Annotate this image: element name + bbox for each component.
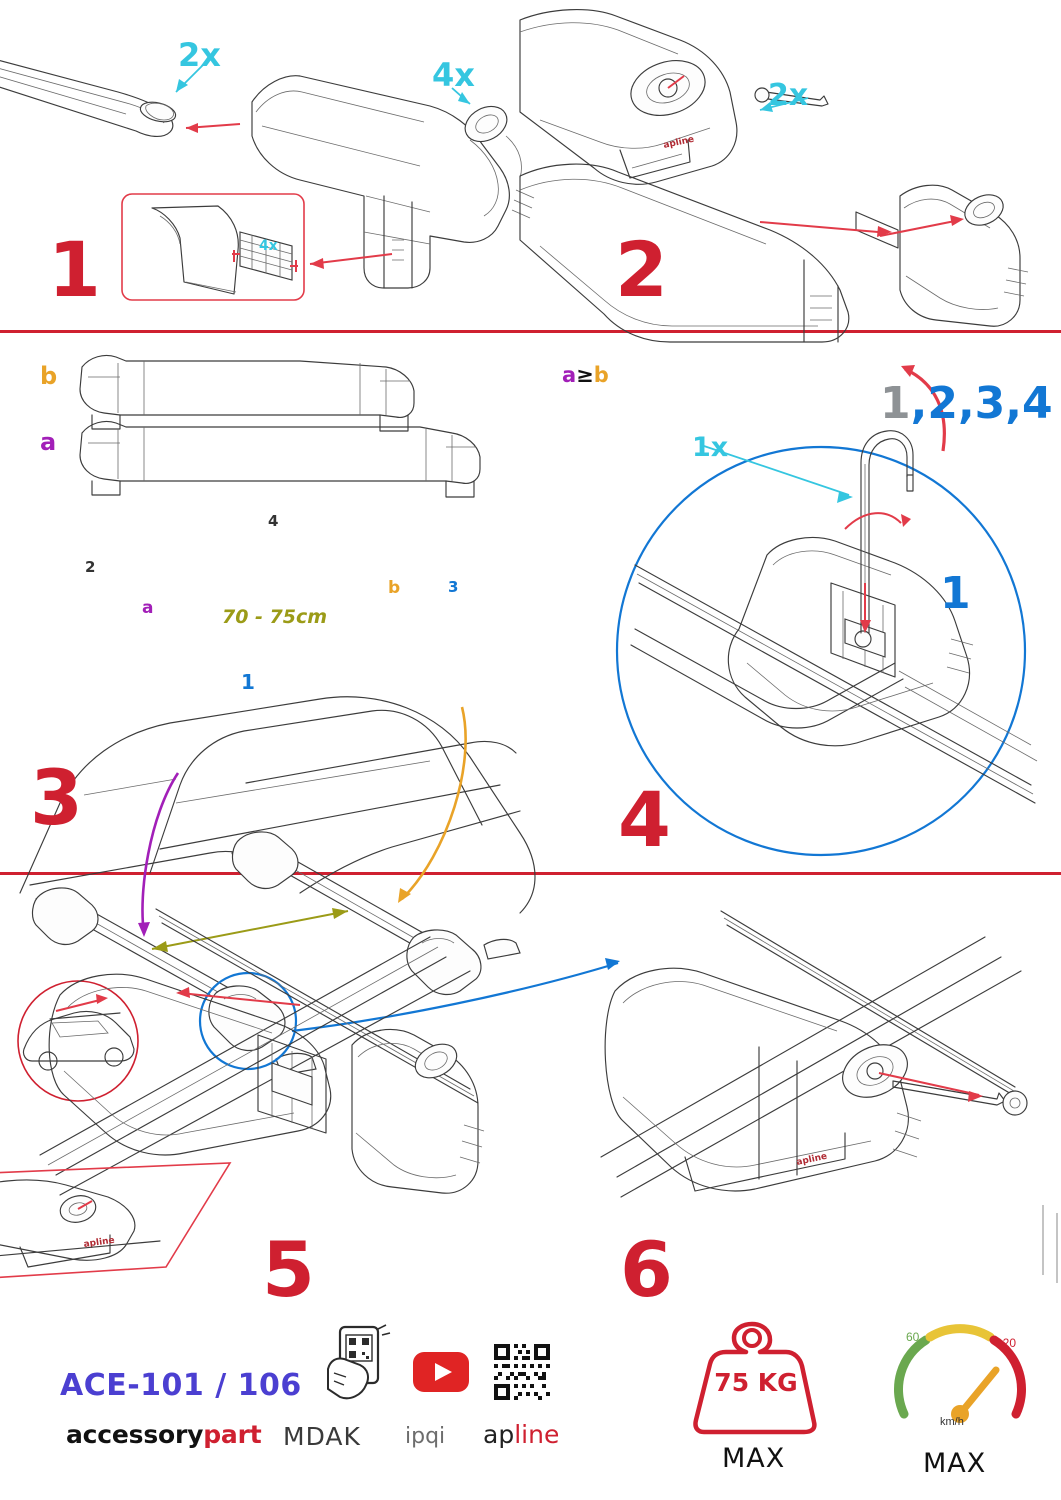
brand-logo-text-2: apline	[83, 1235, 116, 1250]
step-number-1: 1	[48, 225, 101, 314]
dim-label-a: a	[142, 598, 154, 618]
rule-b: b	[593, 363, 609, 387]
step-number-4: 4	[618, 775, 671, 864]
tighten-order	[880, 378, 1053, 429]
dim-label-b: b	[388, 578, 401, 598]
crossbar-b-drawing	[80, 355, 414, 431]
step-number-5: 5	[262, 1225, 315, 1314]
speed-limit-label: MAX	[923, 1448, 987, 1479]
order-rest: ,2,3,4	[910, 378, 1053, 429]
label-bar-b: b	[40, 362, 58, 390]
apline-logo-dark: ap	[483, 1420, 515, 1449]
youtube-icon[interactable]	[412, 1351, 470, 1393]
qty-crossbar: 2x	[178, 36, 221, 74]
zoom-circle	[617, 447, 1025, 855]
speed-max-label: 120	[996, 1336, 1017, 1350]
qty-pad-inset: 4x	[259, 238, 278, 254]
brand-name-red: part	[203, 1420, 262, 1449]
apline-logo	[483, 1420, 559, 1449]
apline-logo-red: line	[514, 1420, 560, 1449]
step-3-illustration	[0, 333, 595, 872]
phone-qr-icon[interactable]	[320, 1325, 392, 1407]
rule-a: a	[562, 363, 577, 387]
bar-into-foot-drawing	[520, 164, 1028, 342]
foot-body-detail	[728, 537, 973, 745]
brand-logo-text-3: apline	[795, 1151, 829, 1168]
position-marker-3: 3	[448, 578, 459, 596]
ipqi-logo: ipqi	[405, 1424, 446, 1449]
torque-step-marker: 1	[940, 568, 971, 619]
weight-limit-value: 75 KG	[714, 1368, 798, 1397]
model-code: ACE-101 / 106	[60, 1368, 302, 1403]
order-first: 1	[880, 378, 911, 429]
qty-key: 2x	[768, 78, 809, 113]
rule-operator: ≥	[576, 363, 594, 387]
distance-label: 70 - 75cm	[222, 606, 328, 628]
step-number-6: 6	[620, 1225, 673, 1314]
mdak-logo: MDAK	[283, 1422, 361, 1451]
qr-code-icon[interactable]	[492, 1342, 552, 1402]
brand-name-dark: accessory	[66, 1420, 204, 1449]
locked-detail-inset	[0, 1163, 230, 1281]
weight-limit-label: MAX	[722, 1443, 786, 1474]
roof-foot-drawing	[252, 76, 534, 288]
brand-logo-text-1: apline	[662, 134, 696, 151]
crossbar-a-drawing	[80, 421, 480, 497]
crossbar-drawing	[0, 58, 178, 136]
roof-rail-detail	[631, 565, 1037, 803]
assembly-arrows	[176, 62, 470, 269]
rail-and-foot-5	[40, 909, 484, 1195]
qty-foot: 4x	[432, 56, 475, 94]
speed-min-label: 60	[906, 1330, 920, 1344]
position-marker-2: 2	[85, 558, 96, 576]
key-icon	[893, 1081, 1027, 1115]
label-bar-a: a	[40, 428, 57, 456]
brand-name	[66, 1420, 261, 1449]
step-number-2: 2	[615, 225, 668, 314]
qty-hex-key: 1x	[692, 432, 729, 463]
step-number-3: 3	[30, 753, 83, 842]
position-marker-4: 4	[268, 512, 279, 530]
position-marker-1: 1	[241, 670, 255, 694]
speed-unit-label: km/h	[940, 1416, 964, 1428]
